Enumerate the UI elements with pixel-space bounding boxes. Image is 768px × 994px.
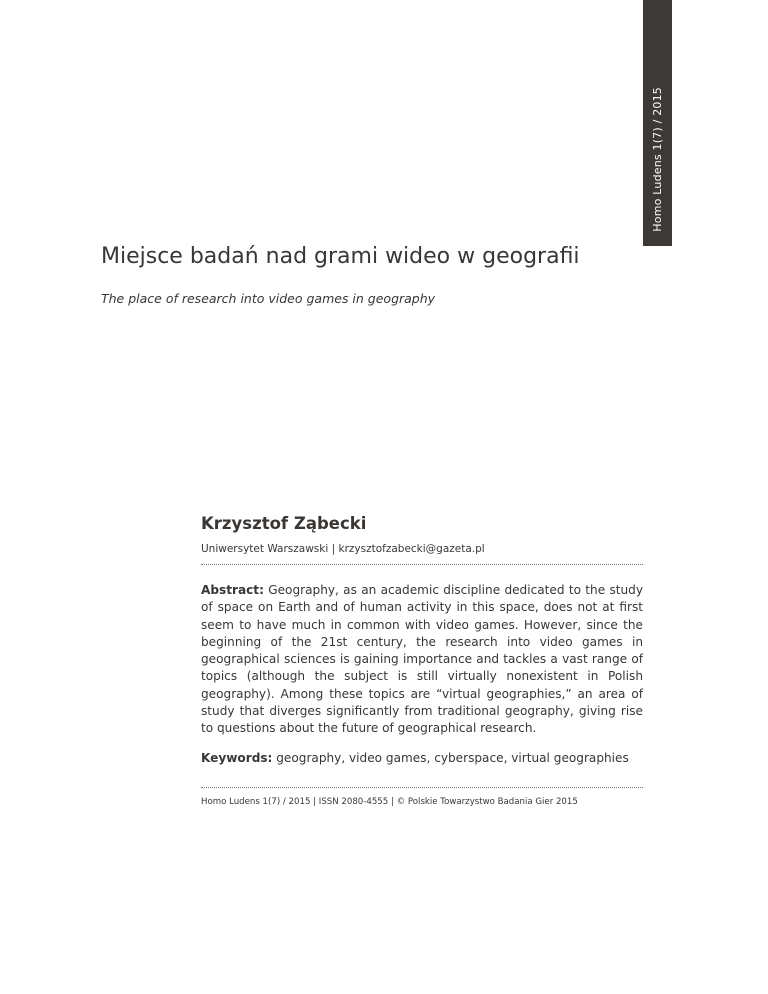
author-affiliation: Uniwersytet Warszawski | krzysztofzabecki@gazeta.pl bbox=[201, 543, 485, 555]
article-subtitle: The place of research into video games in geography bbox=[101, 291, 436, 306]
dotted-divider bbox=[201, 787, 643, 788]
citation-line: Homo Ludens 1(7) / 2015 | ISSN 2080-4555 | © Polskie Towarzystwo Badania Gier 2015 bbox=[201, 796, 578, 807]
abstract-text: Geography, as an academic discipline dedicated to the study of space on Earth and of human activity in this space, does not at first seem to have much in common with video games. However, since the beginning of the 21st century, the research into video games in geographical sciences is gaining importance and tackles a vast range of topics (although the subject is still virtually nonexistent in Polish geography). Among these topics are “virtual geographies,” an area of study that diverges significantly from traditional geography, giving rise to questions about the future of geographical research. bbox=[201, 583, 643, 736]
keywords bbox=[201, 750, 643, 767]
journal-side-tab bbox=[643, 0, 672, 246]
dotted-divider bbox=[201, 564, 643, 565]
abstract bbox=[201, 582, 643, 738]
keywords-text: geography, video games, cyberspace, virtual geographies bbox=[276, 750, 629, 765]
author-name: Krzysztof Ząbecki bbox=[201, 514, 367, 533]
keywords-label: Keywords: bbox=[201, 750, 273, 765]
author-block bbox=[201, 514, 643, 807]
article-title: Miejsce badań nad grami wideo w geografii bbox=[101, 244, 580, 269]
abstract-label: Abstract: bbox=[201, 583, 264, 597]
journal-side-label: Homo Ludens 1(7) / 2015 bbox=[651, 87, 664, 232]
